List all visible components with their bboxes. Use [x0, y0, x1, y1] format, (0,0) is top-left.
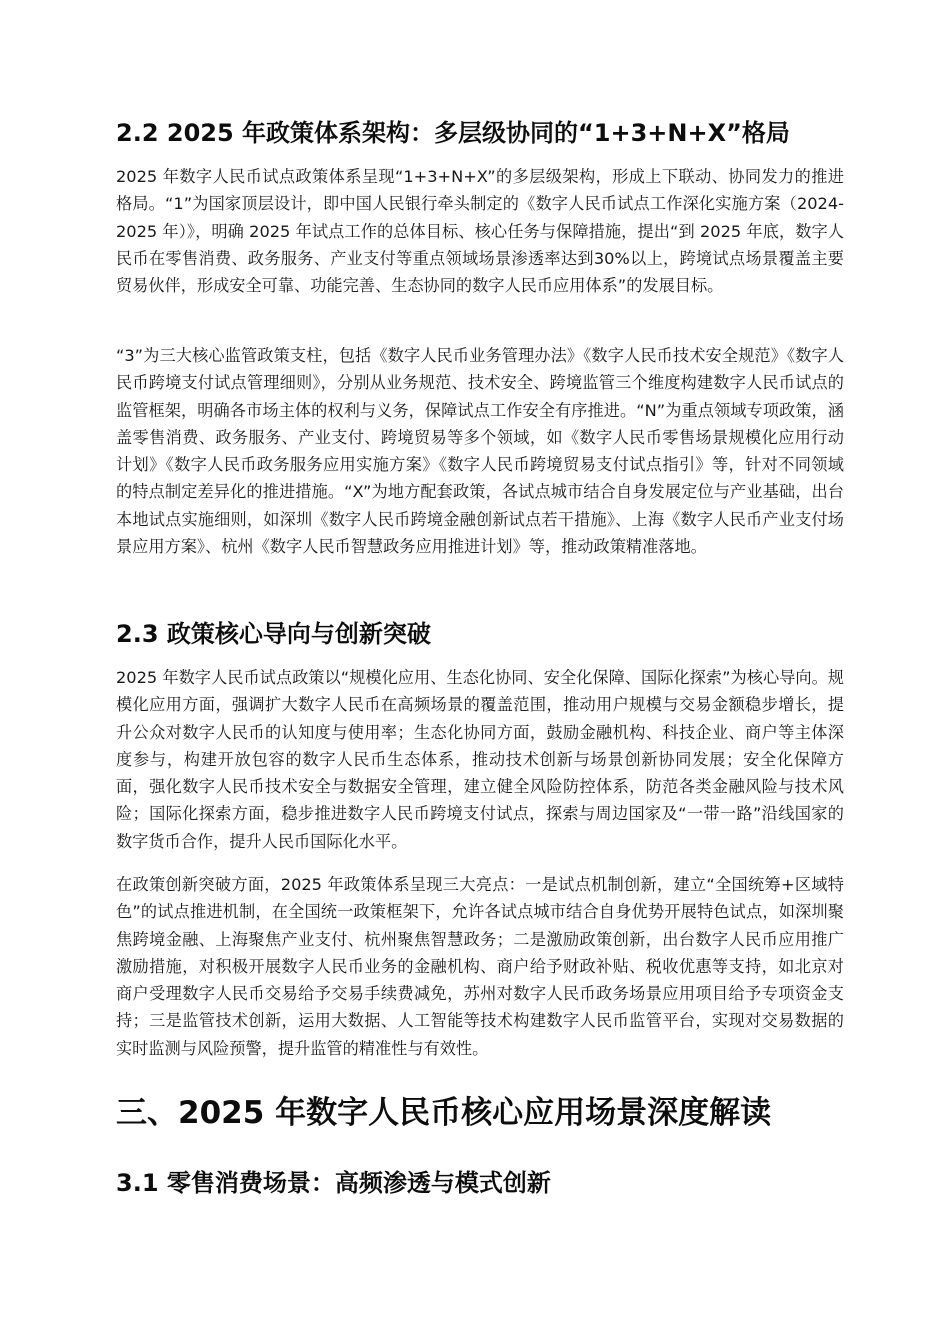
paragraph-policy-orientation: 2025 年数字人民币试点政策以“规模化应用、生态化协同、安全化保障、国际化探索”为核心导向。规模化应用方面，强调扩大数字人民币在高频场景的覆盖范围，推动用户规模与交易金额稳步增长，提升公众对数字人民币的认知度与使用率；生态化协同方面，鼓励金融机构、科技企业、商户等主体深度参与，构建开放包容的数字人民币生态体系，推动技术创新与场景创新协同发展；安全化保障方面，强化数字人民币技术安全与数据安全管理，建立健全风险防控体系，防范各类金融风险与技术风险；国际化探索方面，稳步推进数字人民币跨境支付试点，探索与周边国家及“一带一路”沿线国家的数字货币合作，提升人民币国际化水平。 — [116, 668, 844, 851]
paragraph-policy-innovation: 在政策创新突破方面，2025 年政策体系呈现三大亮点：一是试点机制创新，建立“全国统筹+区域特色”的试点推进机制，在全国统一政策框架下，允许各试点城市结合自身优势开展特色试点，如深圳聚焦跨境金融、上海聚焦产业支付、杭州聚焦智慧政务；二是激励政策创新，出台数字人民币应用推广激励措施，对积极开展数字人民币业务的金融机构、商户给予财政补贴、税收优惠等支持，如北京对商户受理数字人民币交易给予交易手续费减免，苏州对数字人民币政务场景应用项目给予专项资金支持；三是监管技术创新，运用大数据、人工智能等技术构建数字人民币监管平台，实现对交易数据的实时监测与风险预警，提升监管的精准性与有效性。 — [116, 875, 844, 1058]
paragraph-policy-structure-overview: 2025 年数字人民币试点政策体系呈现“1+3+N+X”的多层级架构，形成上下联动、协同发力的推进格局。“1”为国家顶层设计，即中国人民银行牵头制定的《数字人民币试点工作深化实施方案（2024-2025 年）》，明确 2025 年试点工作的总体目标、核心任务与保障措施，提出“到 2025 年底，数字人民币在零售消费、政务服务、产业支付等重点领域场景渗透率达到30%以上，跨境试点场景覆盖主要贸易伙伴，形成安全可靠、功能完善、生态协同的数字人民币应用体系”的发展目标。 — [116, 167, 844, 296]
paragraph-policy-pillars: “3”为三大核心监管政策支柱，包括《数字人民币业务管理办法》《数字人民币技术安全规范》《数字人民币跨境支付试点管理细则》，分别从业务规范、技术安全、跨境监管三个维度构建数字人民币试点的监管框架，明确各市场主体的权利与义务，保障试点工作安全有序推进。“N”为重点领域专项政策，涵盖零售消费、政务服务、产业支付、跨境贸易等多个领域，如《数字人民币零售场景规模化应用行动计划》《数字人民币政务服务应用实施方案》《数字人民币跨境贸易支付试点指引》等，针对不同领域的特点制定差异化的推进措施。“X”为地方配套政策，各试点城市结合自身发展定位与产业基础，出台本地试点实施细则，如深圳《数字人民币跨境金融创新试点若干措施》、上海《数字人民币产业支付场景应用方案》、杭州《数字人民币智慧政务应用推进计划》等，推动政策精准落地。 — [116, 346, 844, 557]
chapter-heading-3: 三、2025 年数字人民币核心应用场景深度解读 — [116, 1095, 772, 1131]
section-heading-2-2: 2.2 2025 年政策体系架构：多层级协同的“1+3+N+X”格局 — [116, 119, 790, 147]
section-heading-2-3: 2.3 政策核心导向与创新突破 — [116, 620, 431, 648]
section-heading-3-1: 3.1 零售消费场景：高频渗透与模式创新 — [116, 1169, 551, 1197]
